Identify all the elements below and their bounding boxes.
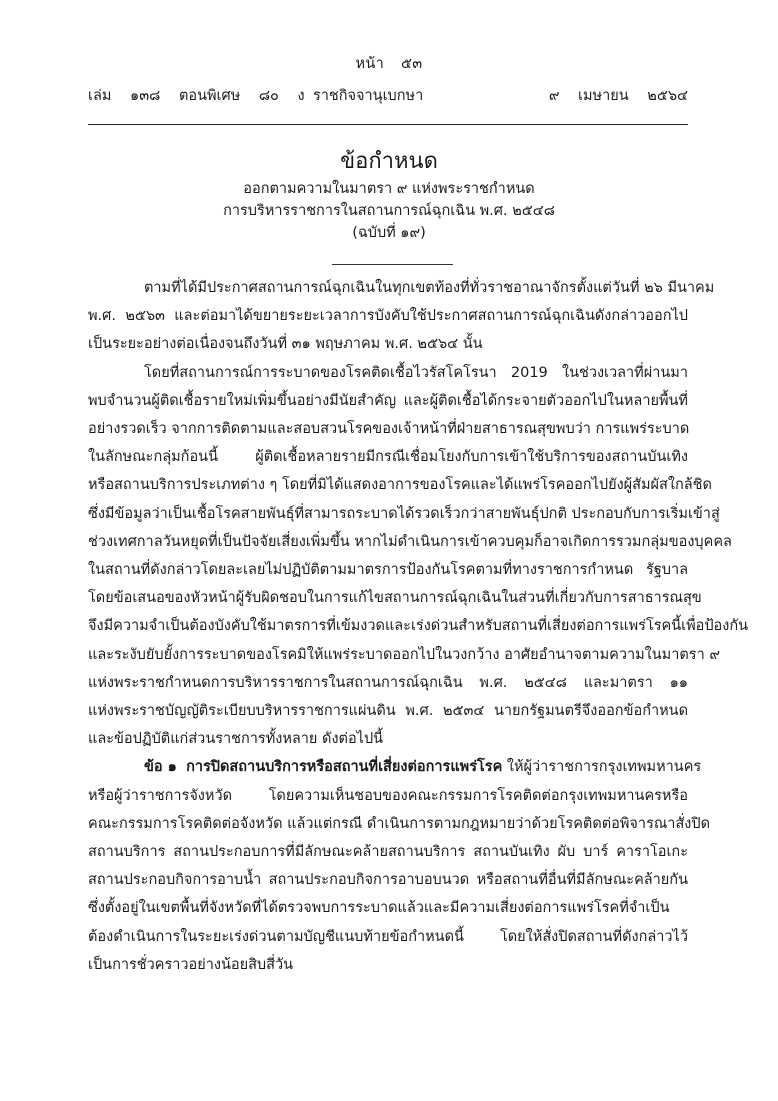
- text-line: ต้องดำเนินการในระยะเร่งด่วนตามบัญชีแนบท้ายข้อกำหนดนี้ โดยให้สั่งปิดสถานที่ดังกล่าวไว้: [88, 928, 688, 945]
- text-line: เป็นระยะอย่างต่อเนื่องจนถึงวันที่ ๓๑ พฤษภาคม พ.ศ. ๒๕๖๔ นั้น: [88, 336, 483, 353]
- text-line: ในลักษณะกลุ่มก้อนนี้ ผู้ติดเชื้อหลายรายมีกรณีเชื่อมโยงกับการเข้าใช้บริการของสถานบันเทิง: [88, 449, 688, 466]
- page-number-value: ๕๓: [400, 56, 423, 72]
- section-number: ๘๐: [258, 88, 279, 104]
- text-line: คณะกรรมการโรคติดต่อจังหวัด แล้วแต่กรณี ดำเนินการตามกฎหมายว่าด้วยโรคติดต่อพิจารณาสั่งปิด: [88, 815, 710, 832]
- document-body: [88, 274, 749, 979]
- volume-label: เล่ม: [88, 88, 112, 104]
- clause-1: [88, 753, 710, 979]
- volume-number: ๑๓๘: [130, 88, 161, 104]
- text-line: แห่งพระราชกำหนดการบริหารราชการในสถานการณ์ฉุกเฉิน พ.ศ. ๒๕๔๘ และมาตรา ๑๑: [88, 674, 688, 691]
- text-line: หรือผู้ว่าราชการจังหวัด โดยความเห็นชอบของคณะกรรมการโรคติดต่อกรุงเทพมหานครหรือ: [88, 787, 688, 804]
- page-label: หน้า: [355, 56, 385, 72]
- text-line: โดยที่สถานการณ์การระบาดของโรคติดเชื้อไวรัสโคโรนา 2019 ในช่วงเวลาที่ผ่านมา: [144, 364, 688, 381]
- gazette-header: [88, 80, 688, 108]
- text-line: เป็นการชั่วคราวอย่างน้อยสิบสี่วัน: [88, 956, 294, 973]
- subtitle-line-2: การบริหารราชการในสถานการณ์ฉุกเฉิน พ.ศ. ๒๕๔๘: [223, 203, 555, 219]
- header-divider: [88, 124, 688, 125]
- text-line: ในสถานที่ดังกล่าวโดยละเลยไม่ปฏิบัติตามมาตรการป้องกันโรคตามที่ทางราชการกำหนด รัฐบาล: [88, 562, 688, 579]
- clause-1-number: ข้อ ๑: [144, 759, 177, 776]
- text-line: และข้อปฏิบัติแก่ส่วนราชการทั้งหลาย ดังต่อไปนี้: [88, 731, 384, 748]
- text-line: สถานบริการ สถานประกอบการที่มีลักษณะคล้ายสถานบริการ สถานบันเทิง ผับ บาร์ คาราโอเกะ: [88, 844, 688, 861]
- clause-1-text: ให้ผู้ว่าราชการกรุงเทพมหานคร: [506, 759, 702, 776]
- section-label: ตอนพิเศษ: [178, 88, 241, 104]
- subtitle-line-3: (ฉบับที่ ๑๙): [352, 225, 426, 241]
- text-line: จึงมีความจำเป็นต้องบังคับใช้มาตรการที่เข้มงวดและเร่งด่วนสำหรับสถานที่เสี่ยงต่อการแพร่โรคนี้เพื่อป้องกัน: [88, 618, 749, 635]
- subtitle-line-1: ออกตามความในมาตรา ๙ แห่งพระราชกำหนด: [243, 181, 535, 197]
- text-line: และระงับยับยั้งการระบาดของโรคมิให้แพร่ระบาดออกไปในวงกว้าง อาศัยอำนาจตามความในมาตรา ๙: [88, 646, 720, 663]
- publication-date: [535, 84, 688, 107]
- text-line: ตามที่ได้มีประกาศสถานการณ์ฉุกเฉินในทุกเขตท้องที่ทั่วราชอาณาจักรตั้งแต่วันที่ ๒๖ มีนาคม: [144, 280, 715, 296]
- date-month: เมษายน: [578, 88, 629, 104]
- section-letter: ง: [297, 88, 305, 104]
- date-day: ๙: [548, 88, 560, 104]
- text-line: สถานประกอบกิจการอาบน้ำ สถานประกอบกิจการอาบอบนวด หรือสถานที่อื่นที่มีลักษณะคล้ายกัน: [88, 872, 688, 889]
- title-block: [0, 146, 778, 244]
- text-line: ซึ่งตั้งอยู่ในเขตพื้นที่จังหวัดที่ได้ตรวจพบการระบาดแล้วและมีความเสี่ยงต่อการแพร่โรคที่จำเป็น: [88, 900, 670, 917]
- paragraph-rationale: [88, 359, 749, 754]
- text-line: แห่งพระราชบัญญัติระเบียบบริหารราชการแผ่นดิน พ.ศ. ๒๕๓๔ นายกรัฐมนตรีจึงออกข้อกำหนด: [88, 703, 688, 720]
- volume-info: [88, 84, 319, 107]
- page-number: [0, 52, 778, 75]
- clause-1-title: การปิดสถานบริการหรือสถานที่เสี่ยงต่อการแพร่โรค: [186, 759, 503, 776]
- date-year: ๒๕๖๔: [647, 88, 688, 104]
- publication-name: ราชกิจจานุเบกษา: [313, 88, 424, 104]
- title-divider: [332, 264, 453, 265]
- text-line: ซึ่งมีข้อมูลว่าเป็นเชื้อโรคสายพันธุ์ที่สามารถระบาดได้รวดเร็วกว่าสายพันธุ์ปกติ ประกอบกับการเริ่มเข้าสู่: [88, 505, 720, 522]
- text-line: พ.ศ. ๒๕๖๓ และต่อมาได้ขยายระยะเวลาการบังคับใช้ประกาศสถานการณ์ฉุกเฉินดังกล่าวออกไป: [88, 308, 688, 325]
- document-title: ข้อกำหนด: [340, 149, 438, 174]
- clause-1-heading-line: [88, 753, 702, 781]
- text-line: โดยข้อเสนอของหัวหน้าผู้รับผิดชอบในการแก้ไขสถานการณ์ฉุกเฉินในส่วนที่เกี่ยวกับการสาธารณสุข: [88, 590, 702, 607]
- paragraph-preamble: [88, 274, 715, 359]
- text-line: หรือสถานบริการประเภทต่าง ๆ โดยที่มิได้แสดงอาการของโรคและได้แพร่โรคออกไปยังผู้สัมผัสใกล้ชิด: [88, 477, 712, 494]
- text-line: พบจำนวนผู้ติดเชื้อรายใหม่เพิ่มขึ้นอย่างมีนัยสำคัญ และผู้ติดเชื้อได้กระจายตัวออกไปในหลายพื้นที่: [88, 392, 688, 409]
- text-line: อย่างรวดเร็ว จากการติดตามและสอบสวนโรคของเจ้าหน้าที่ฝ่ายสาธารณสุขพบว่า การแพร่ระบาด: [88, 421, 690, 438]
- text-line: ช่วงเทศกาลวันหยุดที่เป็นปัจจัยเสี่ยงเพิ่มขึ้น หากไม่ดำเนินการเข้าควบคุมก็อาจเกิดการรวมกลุ่มของบุคคล: [88, 533, 732, 550]
